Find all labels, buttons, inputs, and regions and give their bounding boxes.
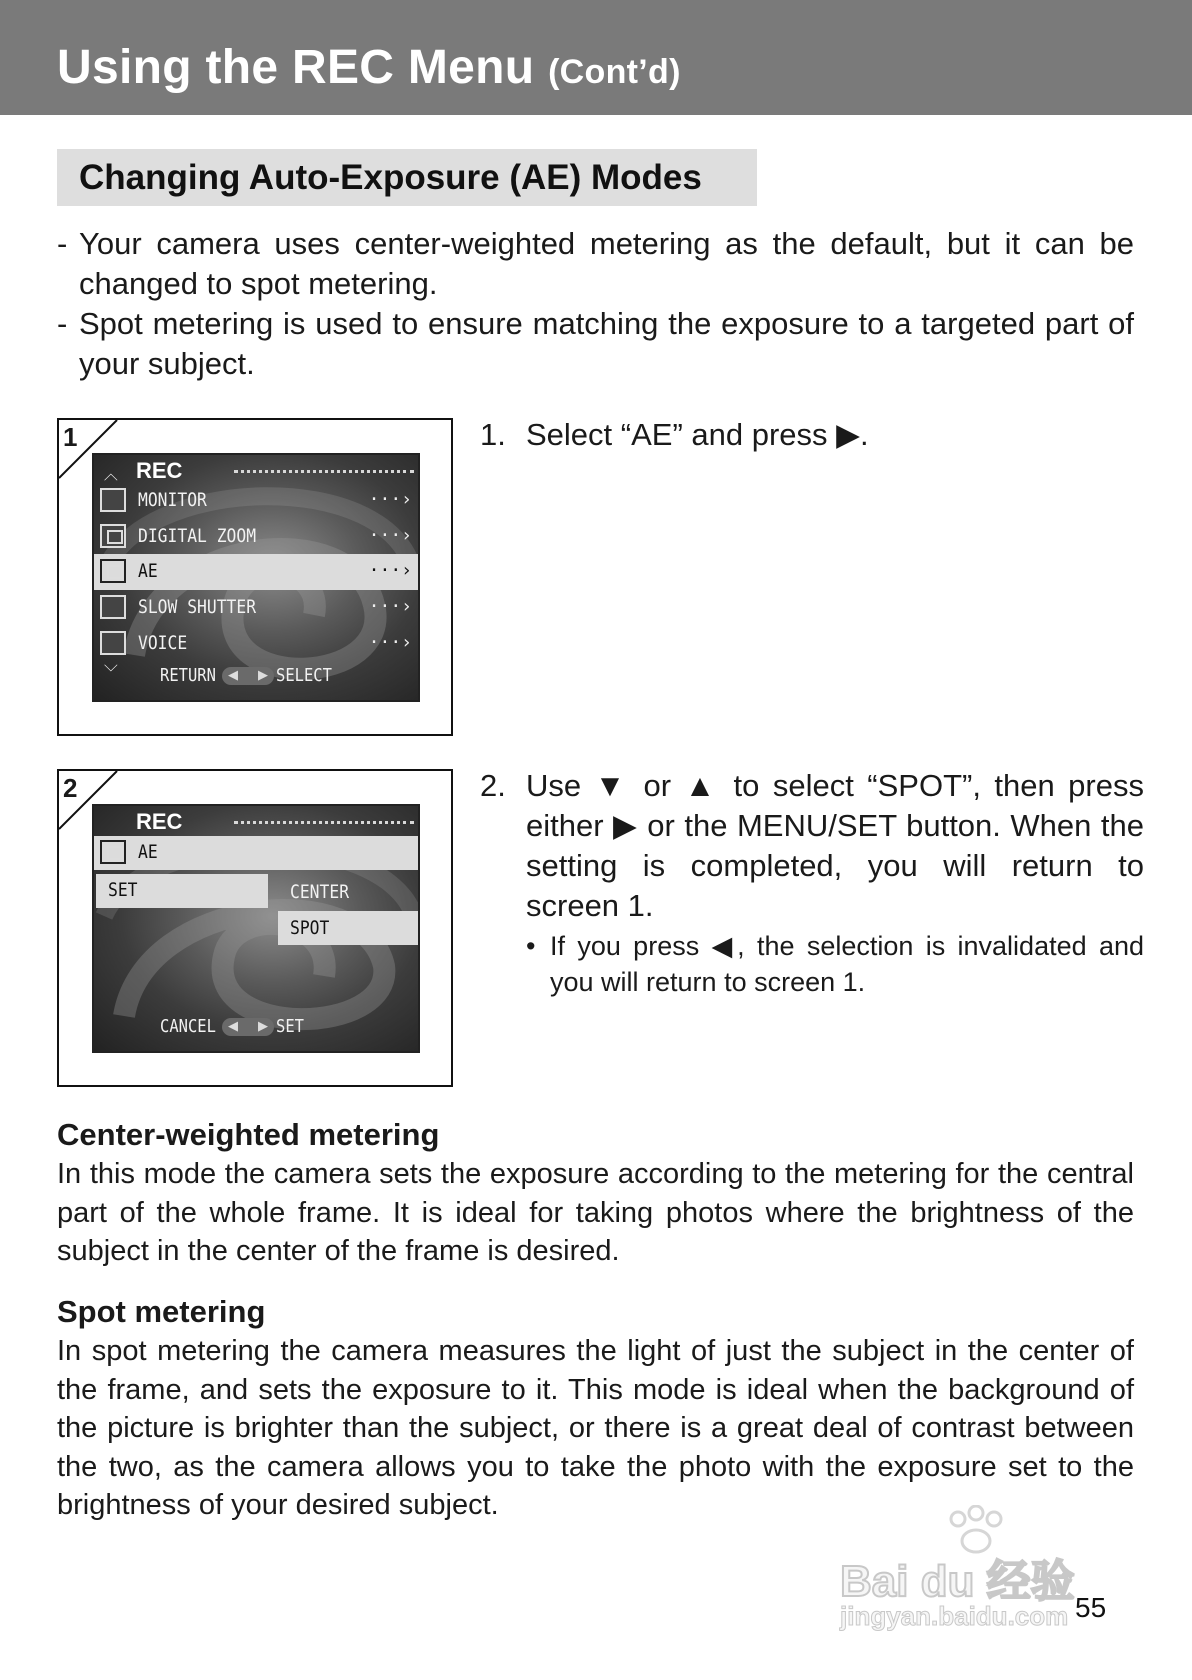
- page-title-main: Using the REC Menu: [57, 41, 535, 94]
- center-weighted-heading: Center-weighted metering: [57, 1117, 440, 1152]
- lcd-screen-1: [92, 453, 420, 702]
- cancel-label: CANCEL: [160, 1016, 216, 1037]
- watermark-brand: Bai du 经验: [840, 1557, 1075, 1606]
- intro-bullet: - Spot metering is used to ensure matching the exposure to a targeted part of your subject.: [57, 304, 1134, 384]
- section-title: Changing Auto-Exposure (AE) Modes: [79, 158, 702, 197]
- screen-2-number: 2: [63, 773, 78, 803]
- watermark-url: jingyan.baidu.com: [840, 1601, 1069, 1631]
- scroll-down-icon: ﹀: [104, 663, 118, 682]
- set-footer-label: SET: [276, 1016, 304, 1037]
- menu-item-label: AE: [138, 560, 158, 582]
- menu-item-label: MONITOR: [138, 489, 207, 511]
- set-row: [96, 874, 268, 908]
- header-dots: [234, 470, 414, 473]
- menu-item-slow-shutter[interactable]: [94, 590, 418, 626]
- step-2-note: • If you press ◀, the selection is invalidated and you will return to screen 1.: [526, 928, 1144, 1000]
- menu-item-ae: [94, 836, 418, 870]
- intro-bullet-text: Spot metering is used to ensure matching the exposure to a targeted part of your subject.: [79, 306, 1134, 381]
- menu-item-label: SLOW SHUTTER: [138, 596, 257, 618]
- page-title-sub: (Cont’d): [548, 53, 681, 91]
- submenu-arrow-icon: ···›: [368, 525, 412, 546]
- ae-icon: [100, 559, 126, 583]
- menu-item-label: DIGITAL ZOOM: [138, 525, 257, 547]
- slow-shutter-icon: [100, 595, 126, 619]
- lcd-screen-2: [92, 804, 420, 1053]
- spot-heading: Spot metering: [57, 1294, 266, 1329]
- nav-arrows-icon: ◀ ▶: [222, 1018, 274, 1036]
- menu-item-digital-zoom[interactable]: [94, 519, 418, 555]
- spot-text: In spot metering the camera measures the light of just the subject in the center of the frame, and sets the exposure to it. This mode is ideal when the background of the picture is brighter than the subject, or there is a great deal of contrast between the two, as the camera allows you to take the photo with the exposure set to the brightness of your desired subject.: [57, 1335, 1134, 1521]
- screen-2-figure: [57, 769, 453, 1087]
- center-weighted-text: In this mode the camera sets the exposure according to the metering for the central part of the whole frame. It is ideal for taking photos where the brightness of the subject in the center of the frame is desired.: [57, 1158, 1134, 1267]
- step-2-note-text: If you press ◀, the selection is invalidated and you will return to screen 1.: [550, 931, 1144, 997]
- option-center[interactable]: [278, 874, 418, 908]
- menu-item-ae[interactable]: [94, 554, 418, 590]
- intro-bullets: [57, 224, 1134, 384]
- digital-zoom-icon: [100, 524, 126, 548]
- voice-icon: [100, 631, 126, 655]
- menu-item-voice[interactable]: [94, 626, 418, 662]
- monitor-icon: [100, 488, 126, 512]
- ae-icon: [100, 840, 126, 864]
- option-label: CENTER: [290, 881, 350, 903]
- page-number: 55: [1075, 1592, 1107, 1623]
- step-2-text: Use ▼ or ▲ to select “SPOT”, then press either ▶ or the MENU/SET button. When the setting is completed, you will return to screen 1.: [526, 768, 1144, 923]
- step-2-body: [526, 766, 1144, 1000]
- menu-item-monitor[interactable]: [94, 483, 418, 519]
- option-label: SPOT: [290, 917, 330, 939]
- submenu-arrow-icon: ···›: [368, 632, 412, 653]
- step-2-number: 2.: [480, 768, 506, 803]
- submenu-arrow-icon: ···›: [368, 596, 412, 617]
- intro-bullet-text: Your camera uses center-weighted metering as the default, but it can be changed to spot metering.: [79, 226, 1134, 301]
- menu-item-label: AE: [138, 841, 158, 863]
- scroll-up-icon: ︿: [104, 464, 118, 483]
- step-1-number: 1.: [480, 417, 506, 452]
- submenu-arrow-icon: ···›: [368, 560, 412, 581]
- nav-arrows-icon: ◀ ▶: [222, 667, 274, 685]
- step-1-text: Select “AE” and press ▶.: [526, 417, 869, 452]
- page-title: [57, 40, 681, 95]
- return-label: RETURN: [160, 665, 216, 686]
- screen-1-figure: [57, 418, 453, 736]
- menu-item-label: VOICE: [138, 632, 188, 654]
- set-label: SET: [108, 879, 138, 901]
- submenu-arrow-icon: ···›: [368, 489, 412, 510]
- header-dots: [234, 821, 414, 824]
- lcd-header: REC: [136, 458, 183, 483]
- select-label: SELECT: [276, 665, 332, 686]
- option-spot[interactable]: [278, 911, 418, 945]
- screen-1-number: 1: [63, 422, 78, 452]
- intro-bullet: - Your camera uses center-weighted metering as the default, but it can be changed to spot metering.: [57, 224, 1134, 304]
- lcd-header: REC: [136, 809, 183, 834]
- section-title-box: [57, 149, 757, 206]
